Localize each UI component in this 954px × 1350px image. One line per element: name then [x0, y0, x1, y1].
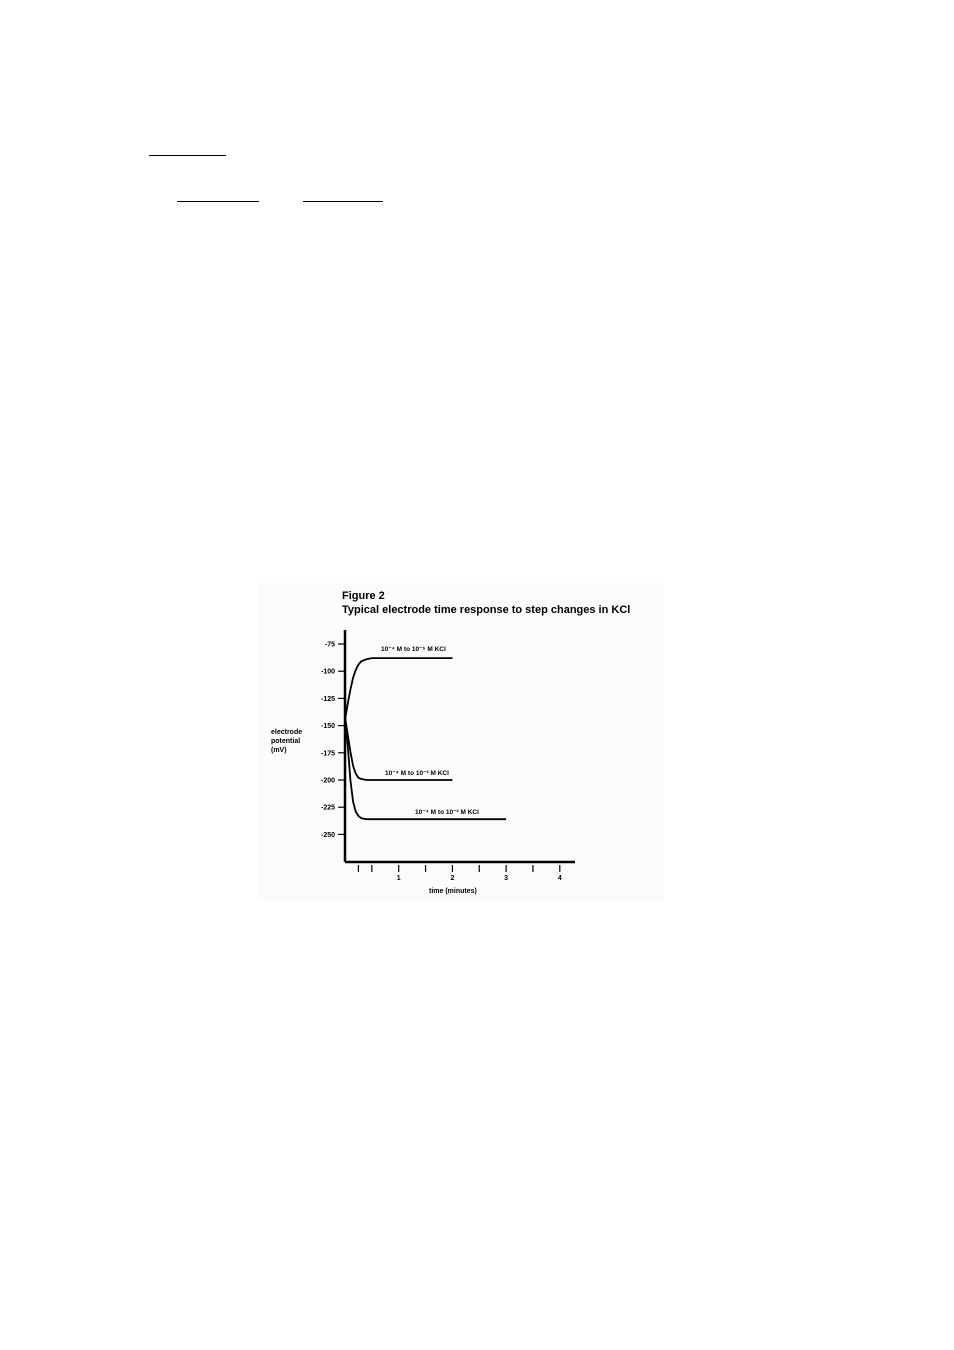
y-tick-label: -200: [320, 777, 335, 785]
x-tick-label: 2: [450, 875, 455, 882]
x-tick-label: 1: [396, 875, 401, 882]
x-tick-label: 3: [504, 875, 509, 882]
series-line: [345, 717, 506, 819]
figure-number: Figure 2: [342, 590, 385, 602]
y-tick-label: -100: [320, 668, 335, 676]
y-axis-label-line-3: (mV): [271, 747, 287, 754]
x-tick-label: 4: [557, 875, 562, 882]
y-tick-label: -250: [320, 831, 335, 839]
x-axis-label: time (minutes): [429, 888, 477, 895]
y-axis-label-line-1: electrode: [271, 729, 303, 736]
y-axis-label-line-2: potential: [271, 738, 301, 745]
y-tick-label: -175: [320, 750, 335, 758]
y-tick-label: -75: [324, 641, 335, 649]
series-line: [345, 658, 452, 720]
figure-caption: Typical electrode time response to step changes in KCl: [342, 604, 631, 616]
y-tick-label: -225: [320, 804, 335, 812]
y-tick-label: -125: [320, 695, 335, 703]
series-label: 10⁻⁴ M to 10⁻² M KCl: [415, 809, 479, 816]
y-tick-label: -150: [320, 723, 335, 731]
series-label: 10⁻⁴ M to 10⁻⁵ M KCl: [381, 646, 446, 653]
series-label: 10⁻⁴ M to 10⁻³ M KCl: [385, 770, 449, 777]
